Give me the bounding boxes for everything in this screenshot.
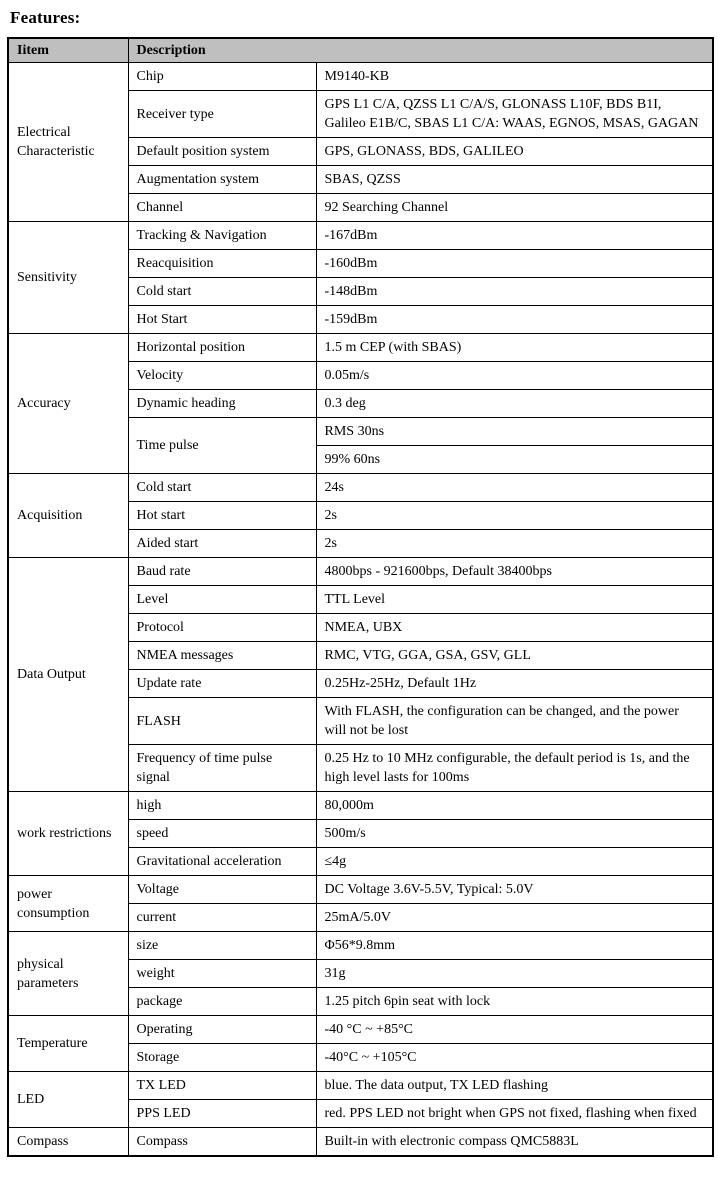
- table-row: [8, 1128, 713, 1157]
- group-label-accuracy: Accuracy: [8, 334, 128, 474]
- item-cell: FLASH: [128, 698, 316, 745]
- item-cell: Voltage: [128, 876, 316, 904]
- table-row: [8, 558, 713, 586]
- value-cell: 92 Searching Channel: [316, 194, 713, 222]
- group-label-compass: Compass: [8, 1128, 128, 1157]
- value-cell: red. PPS LED not bright when GPS not fixed, flashing when fixed: [316, 1100, 713, 1128]
- value-cell: blue. The data output, TX LED flashing: [316, 1072, 713, 1100]
- table-header-row: [8, 38, 713, 63]
- table-row: [8, 932, 713, 960]
- value-cell: -159dBm: [316, 306, 713, 334]
- table-row: [8, 876, 713, 904]
- item-cell: high: [128, 792, 316, 820]
- item-cell: Frequency of time pulse signal: [128, 745, 316, 792]
- item-cell: Reacquisition: [128, 250, 316, 278]
- item-cell: Compass: [128, 1128, 316, 1157]
- item-cell: weight: [128, 960, 316, 988]
- item-cell: Horizontal position: [128, 334, 316, 362]
- value-cell: M9140-KB: [316, 63, 713, 91]
- item-cell: Channel: [128, 194, 316, 222]
- header-item: Iitem: [8, 38, 128, 63]
- value-cell: Φ56*9.8mm: [316, 932, 713, 960]
- group-label-temperature: Temperature: [8, 1016, 128, 1072]
- group-label-sensitivity: Sensitivity: [8, 222, 128, 334]
- table-row: [8, 222, 713, 250]
- features-table: [7, 37, 714, 1157]
- header-description: Description: [128, 38, 713, 63]
- value-cell: 4800bps - 921600bps, Default 38400bps: [316, 558, 713, 586]
- item-cell: Chip: [128, 63, 316, 91]
- item-cell: Augmentation system: [128, 166, 316, 194]
- item-cell: PPS LED: [128, 1100, 316, 1128]
- value-cell: 0.3 deg: [316, 390, 713, 418]
- table-row: [8, 1072, 713, 1100]
- table-row: [8, 1016, 713, 1044]
- item-cell: current: [128, 904, 316, 932]
- value-cell: ≤4g: [316, 848, 713, 876]
- item-cell: Aided start: [128, 530, 316, 558]
- value-cell: 25mA/5.0V: [316, 904, 713, 932]
- item-cell: Default position system: [128, 138, 316, 166]
- table-row: [8, 474, 713, 502]
- value-cell: DC Voltage 3.6V-5.5V, Typical: 5.0V: [316, 876, 713, 904]
- table-row: [8, 334, 713, 362]
- value-cell: 80,000m: [316, 792, 713, 820]
- value-cell: 31g: [316, 960, 713, 988]
- group-label-physical-parameters: physical parameters: [8, 932, 128, 1016]
- item-cell: Velocity: [128, 362, 316, 390]
- group-label-power-consumption: power consumption: [8, 876, 128, 932]
- value-cell: -160dBm: [316, 250, 713, 278]
- value-cell: TTL Level: [316, 586, 713, 614]
- group-label-led: LED: [8, 1072, 128, 1128]
- group-label-electrical-characteristic: Electrical Characteristic: [8, 63, 128, 222]
- value-cell: SBAS, QZSS: [316, 166, 713, 194]
- item-cell: Update rate: [128, 670, 316, 698]
- value-cell: GPS L1 C/A, QZSS L1 C/A/S, GLONASS L10F, BDS B1I, Galileo E1B/C, SBAS L1 C/A: WAAS, EGNOS, MSAS, GAGAN: [316, 91, 713, 138]
- value-cell: -148dBm: [316, 278, 713, 306]
- item-cell: Dynamic heading: [128, 390, 316, 418]
- item-cell: Time pulse: [128, 418, 316, 474]
- item-cell: Cold start: [128, 278, 316, 306]
- value-cell: 0.25 Hz to 10 MHz configurable, the default period is 1s, and the high level lasts for 100ms: [316, 745, 713, 792]
- item-cell: Hot Start: [128, 306, 316, 334]
- value-cell: 24s: [316, 474, 713, 502]
- item-cell: package: [128, 988, 316, 1016]
- item-cell: Cold start: [128, 474, 316, 502]
- item-cell: NMEA messages: [128, 642, 316, 670]
- value-cell: 1.5 m CEP (with SBAS): [316, 334, 713, 362]
- item-cell: Baud rate: [128, 558, 316, 586]
- group-label-data-output: Data Output: [8, 558, 128, 792]
- item-cell: Receiver type: [128, 91, 316, 138]
- value-cell: -40°C ~ +105°C: [316, 1044, 713, 1072]
- page-title: Features:: [10, 8, 81, 27]
- group-label-work-restrictions: work restrictions: [8, 792, 128, 876]
- value-cell: 0.25Hz-25Hz, Default 1Hz: [316, 670, 713, 698]
- value-cell: 99% 60ns: [316, 446, 713, 474]
- value-cell: -40 °C ~ +85°C: [316, 1016, 713, 1044]
- item-cell: size: [128, 932, 316, 960]
- item-cell: speed: [128, 820, 316, 848]
- value-cell: RMC, VTG, GGA, GSA, GSV, GLL: [316, 642, 713, 670]
- value-cell: RMS 30ns: [316, 418, 713, 446]
- item-cell: Protocol: [128, 614, 316, 642]
- value-cell: 0.05m/s: [316, 362, 713, 390]
- value-cell: GPS, GLONASS, BDS, GALILEO: [316, 138, 713, 166]
- item-cell: Level: [128, 586, 316, 614]
- item-cell: Storage: [128, 1044, 316, 1072]
- value-cell: 2s: [316, 502, 713, 530]
- value-cell: With FLASH, the configuration can be changed, and the power will not be lost: [316, 698, 713, 745]
- table-row: [8, 792, 713, 820]
- item-cell: Gravitational acceleration: [128, 848, 316, 876]
- value-cell: 2s: [316, 530, 713, 558]
- value-cell: 500m/s: [316, 820, 713, 848]
- group-label-acquisition: Acquisition: [8, 474, 128, 558]
- item-cell: Hot start: [128, 502, 316, 530]
- value-cell: Built-in with electronic compass QMC5883L: [316, 1128, 713, 1157]
- value-cell: NMEA, UBX: [316, 614, 713, 642]
- item-cell: Operating: [128, 1016, 316, 1044]
- item-cell: TX LED: [128, 1072, 316, 1100]
- value-cell: -167dBm: [316, 222, 713, 250]
- value-cell: 1.25 pitch 6pin seat with lock: [316, 988, 713, 1016]
- table-row: [8, 63, 713, 91]
- item-cell: Tracking & Navigation: [128, 222, 316, 250]
